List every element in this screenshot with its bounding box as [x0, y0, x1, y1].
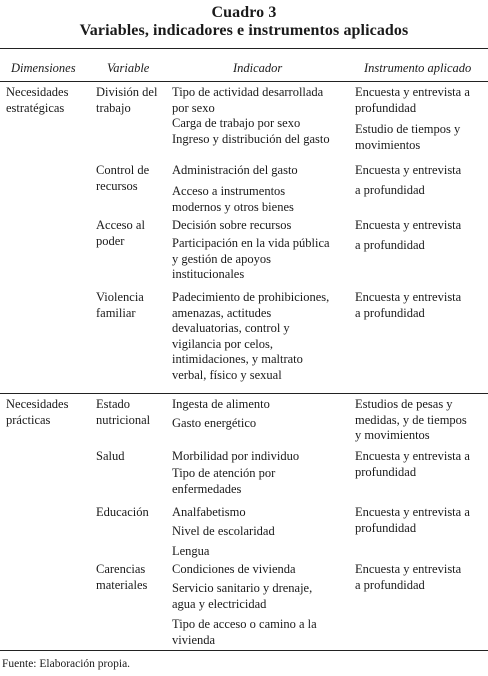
instrument-cell-line: movimientos [355, 137, 421, 152]
variable-cell [96, 562, 147, 593]
header-dimensions: Dimensiones [11, 61, 76, 75]
variable-cell-line: Carencias [96, 562, 146, 576]
instrument-cell-line: Estudios de pesas y [355, 397, 453, 411]
variable-cell-line: Salud [96, 449, 125, 463]
variable-cell [96, 397, 150, 428]
top-rule [0, 48, 488, 49]
section-rule [0, 393, 488, 394]
variable-cell-line: División del [96, 85, 158, 99]
variable-cell-line: Violencia [96, 290, 144, 304]
variable-cell [96, 218, 145, 249]
indicator-cell [172, 449, 299, 465]
dimension-cell [6, 85, 68, 116]
variable-cell-line: Control de [96, 163, 150, 177]
indicator-cell [172, 184, 294, 215]
instrument-cell [355, 290, 461, 321]
instrument-cell [355, 562, 461, 593]
table-title: Variables, indicadores e instrumentos aplicados [79, 22, 409, 39]
instrument-cell-line: profundidad [355, 100, 417, 115]
indicator-cell [172, 416, 256, 432]
variable-cell [96, 290, 144, 321]
instrument-cell-line: Encuesta y entrevista a [355, 85, 470, 99]
indicator-cell-line: Administración del gasto [172, 163, 298, 177]
variable-cell [96, 449, 124, 465]
indicator-cell [172, 562, 296, 578]
variable-cell [96, 505, 149, 521]
indicator-cell [172, 466, 275, 497]
indicator-cell-line: Decisión sobre recursos [172, 218, 292, 232]
variable-cell-line: Estado [96, 397, 131, 411]
instrument-cell [355, 238, 425, 254]
indicator-cell-line: modernos y otros bienes [172, 199, 294, 214]
indicator-cell-line: Padecimiento de prohibiciones, [172, 290, 330, 304]
indicator-cell-line: Tipo de acceso o camino a la [172, 617, 317, 631]
indicator-cell-line: por sexo [172, 100, 215, 115]
indicator-cell-line: Morbilidad por individuo [172, 449, 300, 463]
dimension-cell [6, 397, 68, 428]
instrument-cell-line: Estudio de tiempos y [355, 122, 461, 136]
indicator-cell [172, 617, 317, 648]
indicator-cell-line: Tipo de actividad desarrollada [172, 85, 324, 99]
header-variable: Variable [107, 61, 150, 75]
indicator-cell [172, 581, 312, 612]
dimension-cell-line: estratégicas [6, 100, 65, 115]
indicator-cell-line: institucionales [172, 267, 245, 281]
indicator-cell-line: Analfabetismo [172, 505, 246, 519]
footnote: Fuente: Elaboración propia. [2, 658, 131, 670]
dimension-cell-line: Necesidades [6, 85, 69, 99]
instrument-cell-line: a profundidad [355, 305, 425, 320]
instrument-cell-line: Encuesta y entrevista [355, 562, 462, 576]
variable-cell-line: Educación [96, 505, 149, 519]
instrument-cell-line: Encuesta y entrevista a [355, 449, 470, 463]
indicator-cell [172, 218, 291, 234]
indicator-cell [172, 85, 323, 116]
instrument-cell [355, 85, 470, 116]
instrument-cell-line: Encuesta y entrevista [355, 163, 462, 177]
instrument-cell [355, 163, 461, 179]
indicator-cell-line: Ingesta de alimento [172, 397, 270, 411]
indicator-cell-line: Ingreso y distribución del gasto [172, 131, 330, 146]
indicator-cell [172, 116, 330, 147]
indicator-cell-line: Lengua [172, 544, 210, 558]
indicator-cell [172, 290, 329, 383]
indicator-cell-line: verbal, físico y sexual [172, 367, 282, 382]
variable-cell-line: recursos [96, 178, 138, 193]
instrument-cell-line: Encuesta y entrevista [355, 290, 462, 304]
indicator-cell-line: agua y electricidad [172, 596, 267, 611]
variable-cell-line: materiales [96, 577, 148, 592]
indicator-cell-line: vigilancia por celos, [172, 336, 274, 351]
indicator-cell-line: intimidaciones, y maltrato [172, 352, 303, 366]
indicator-cell-line: devaluatorias, control y [172, 321, 290, 335]
indicator-cell [172, 544, 209, 560]
indicator-cell [172, 505, 246, 521]
instrument-cell [355, 449, 470, 480]
variable-cell-line: poder [96, 233, 125, 248]
indicator-cell [172, 397, 270, 413]
indicator-cell-line: y gestión de apoyos [172, 251, 271, 266]
instrument-cell-line: a profundidad [355, 183, 425, 197]
indicator-cell-line: Carga de trabajo por sexo [172, 116, 301, 130]
header-indicator: Indicador [233, 61, 283, 75]
instrument-cell-line: profundidad [355, 520, 417, 535]
instrument-cell-line: Encuesta y entrevista a [355, 505, 470, 519]
variable-cell-line: nutricional [96, 412, 151, 427]
indicator-cell-line: amenazas, actitudes [172, 305, 272, 320]
instrument-cell [355, 122, 460, 153]
indicator-cell [172, 236, 330, 283]
indicator-cell [172, 524, 275, 540]
indicator-cell [172, 163, 298, 179]
instrument-cell-line: y movimientos [355, 428, 430, 442]
indicator-cell-line: Servicio sanitario y drenaje, [172, 581, 313, 595]
instrument-cell-line: profundidad [355, 464, 417, 479]
instrument-cell-line: Encuesta y entrevista [355, 218, 462, 232]
indicator-cell-line: Condiciones de vivienda [172, 562, 296, 576]
instrument-cell-line: medidas, y de tiempos [355, 412, 467, 427]
indicator-cell-line: vivienda [172, 632, 216, 647]
indicator-cell-line: Gasto energético [172, 416, 257, 430]
variable-cell-line: trabajo [96, 100, 131, 115]
table-title-number: Cuadro 3 [211, 4, 277, 21]
instrument-cell-line: a profundidad [355, 238, 425, 252]
bottom-rule [0, 650, 488, 651]
indicator-cell-line: Acceso a instrumentos [172, 184, 286, 198]
indicator-cell-line: enfermedades [172, 481, 242, 496]
variable-cell [96, 85, 157, 116]
header-instrument: Instrumento aplicado [364, 61, 472, 75]
instrument-cell [355, 183, 425, 199]
instrument-cell [355, 505, 470, 536]
instrument-cell-line: a profundidad [355, 577, 425, 592]
dimension-cell-line: prácticas [6, 412, 51, 427]
dimension-cell-line: Necesidades [6, 397, 69, 411]
instrument-cell [355, 218, 461, 234]
variable-cell [96, 163, 149, 194]
variable-cell-line: Acceso al [96, 218, 145, 232]
instrument-cell [355, 397, 467, 444]
header-rule [0, 81, 488, 82]
indicator-cell-line: Tipo de atención por [172, 466, 276, 480]
variable-cell-line: familiar [96, 305, 136, 320]
indicator-cell-line: Participación en la vida pública [172, 236, 330, 250]
indicator-cell-line: Nivel de escolaridad [172, 524, 275, 538]
